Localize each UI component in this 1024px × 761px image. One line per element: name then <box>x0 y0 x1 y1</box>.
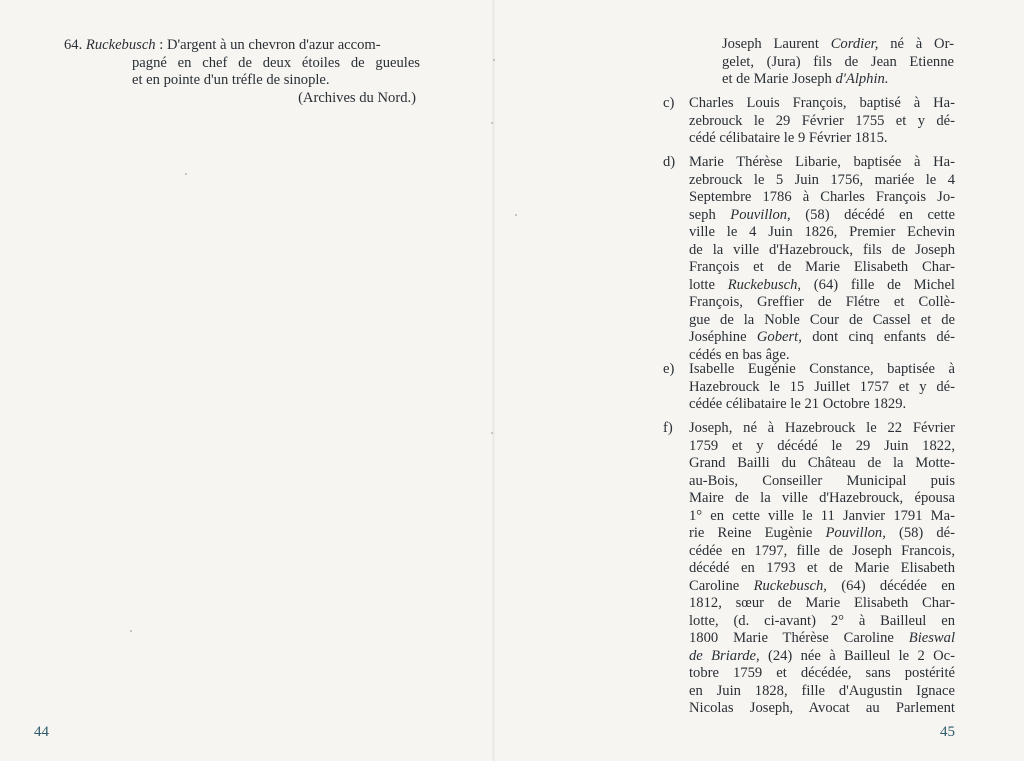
family-name: de Briarde, <box>689 647 760 664</box>
text-line: Grand Bailli du Château de la Motte- <box>689 455 955 471</box>
family-name: Ruckebusch, <box>727 276 802 293</box>
family-name: Ruckebusch <box>85 37 156 53</box>
text-span: rie Reine Eugènie <box>689 525 826 541</box>
text-span: (64) décédée en <box>826 577 956 594</box>
text-line: cédée en 1797, fille de Joseph Francois, <box>689 542 955 559</box>
text-line <box>689 630 955 648</box>
text-line: gue de la Noble Cour de Cassel et de <box>689 311 955 328</box>
text-line: Hazebrouck le 15 Juillet 1757 et y dé- <box>689 378 955 395</box>
list-item-body <box>689 95 955 148</box>
entry-64-line-1 <box>64 37 420 55</box>
text-line: zebrouck le 5 Juin 1756, mariée le 4 <box>689 171 955 188</box>
family-name: Pouvillon, <box>730 206 791 223</box>
list-marker: c) <box>663 95 675 111</box>
text-span: dont cinq enfants dé- <box>801 329 955 345</box>
text-span: (58) dé- <box>885 525 955 541</box>
list-marker: e) <box>663 361 675 377</box>
text-line <box>722 71 954 89</box>
continuation-paragraph <box>722 36 954 89</box>
print-speck <box>185 173 187 175</box>
text-line: Isabelle Eugénie Constance, baptisée à <box>689 361 955 377</box>
text-line: zebrouck le 29 Février 1755 et y dé- <box>689 112 955 129</box>
print-speck <box>515 214 517 216</box>
blazon-text: pagné en chef de deux étoiles de gueules <box>132 54 420 71</box>
text-span: et de Marie Joseph <box>722 71 836 87</box>
text-line: 1812, sœur de Marie Elisabeth Char- <box>689 595 955 611</box>
print-speck <box>491 432 493 434</box>
text-line <box>689 525 955 543</box>
list-item-body <box>689 420 955 718</box>
text-line: de la ville d'Hazebrouck, fils de Joseph <box>689 241 955 258</box>
text-line: Maire de la ville d'Hazebrouck, épousa <box>689 490 955 506</box>
list-marker: f) <box>663 420 673 436</box>
text-line: au-Bois, Conseiller Municipal puis <box>689 472 955 489</box>
blazon-text: et en pointe d'un tréfle de sinople. <box>132 72 330 88</box>
text-line: François et de Marie Elisabeth Char- <box>689 259 955 275</box>
family-name: Gobert, <box>756 329 802 345</box>
text-span: Caroline <box>689 577 754 594</box>
text-line <box>722 36 954 54</box>
text-span: (64) fille de Michel <box>801 276 955 293</box>
text-line: Nicolas Joseph, Avocat au Parlement <box>689 700 955 716</box>
text-line: Septembre 1786 à Charles François Jo- <box>689 189 955 205</box>
text-line: Charles Louis François, baptisé à Ha- <box>689 95 955 111</box>
family-name: Cordier, <box>830 36 879 52</box>
page-number-right: 45 <box>940 724 955 740</box>
blazon-text: : D'argent à un chevron d'azur accom- <box>159 37 381 53</box>
text-line: 1° en cette ville le 11 Janvier 1791 Ma- <box>689 507 955 524</box>
list-marker: d) <box>663 154 676 170</box>
list-item-body <box>689 154 955 364</box>
text-line <box>689 648 955 666</box>
print-speck <box>491 122 493 124</box>
text-line: cédée célibataire le 21 Octobre 1829. <box>689 396 907 412</box>
text-line <box>689 277 955 295</box>
text-line: François, Greffier de Flétre et Collè- <box>689 294 955 310</box>
text-span: Joséphine <box>689 329 757 345</box>
text-line: 1759 et y décédé le 29 Juin 1822, <box>689 437 955 454</box>
print-speck <box>493 59 495 61</box>
text-span: (24) née à Bailleul le 2 Oc- <box>759 647 955 664</box>
text-line <box>689 578 955 596</box>
page-number-left: 44 <box>34 724 49 740</box>
text-line: gelet, (Jura) fils de Jean Etienne <box>722 53 954 70</box>
text-line: cédés en bas âge. <box>689 346 790 363</box>
family-name: Ruckebusch, <box>753 577 827 594</box>
list-item-body <box>689 361 955 414</box>
text-span: lotte <box>689 276 728 293</box>
text-line: tobre 1759 et décédée, sans postérité <box>689 665 955 681</box>
text-span: né à Or- <box>878 36 954 52</box>
text-line: lotte, (d. ci-avant) 2° à Bailleul en <box>689 612 955 629</box>
text-line: Marie Thérèse Libarie, baptisée à Ha- <box>689 154 955 170</box>
print-speck <box>130 630 132 632</box>
text-line <box>689 207 955 225</box>
text-line: ville le 4 Juin 1826, Premier Echevin <box>689 224 955 240</box>
left-page <box>0 0 494 761</box>
text-line: décédé en 1793 et de Marie Elisabeth <box>689 560 955 576</box>
source-citation: (Archives du Nord.) <box>298 89 416 106</box>
text-span: (58) décédé en cette <box>790 206 955 223</box>
family-name: d'Alphin. <box>835 71 889 87</box>
family-name: Pouvillon, <box>825 525 886 541</box>
book-gutter <box>492 0 495 761</box>
text-span: Joseph Laurent <box>722 36 831 52</box>
text-span: 1800 Marie Thérèse Caroline <box>689 630 909 646</box>
text-line: cédé célibataire le 9 Février 1815. <box>689 130 888 146</box>
text-line <box>689 329 955 347</box>
text-line: Joseph, né à Hazebrouck le 22 Février <box>689 420 955 436</box>
text-line: en Juin 1828, fille d'Augustin Ignace <box>689 682 955 699</box>
entry-64 <box>64 37 420 107</box>
text-span: seph <box>689 206 731 223</box>
family-name: Bieswal <box>908 630 955 646</box>
entry-number: 64. <box>64 37 83 53</box>
